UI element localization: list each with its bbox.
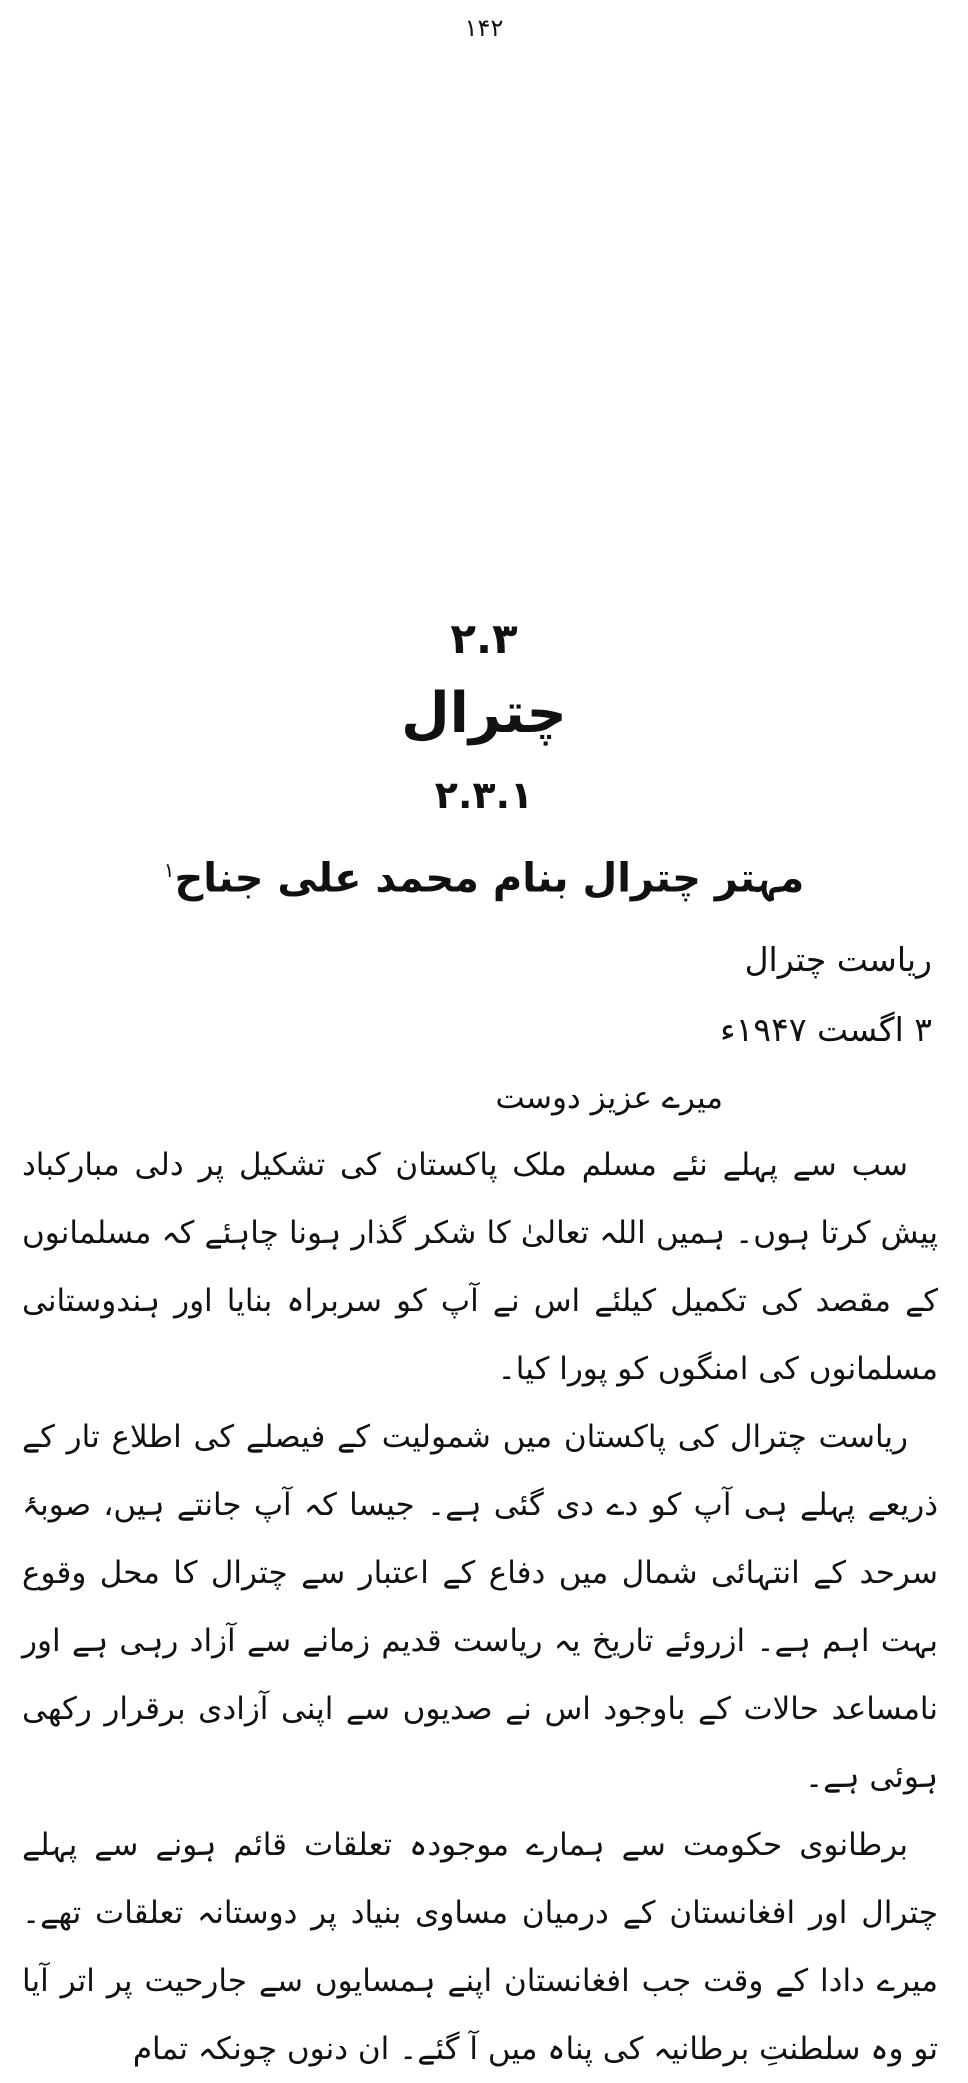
paragraph-3 bbox=[22, 1811, 938, 2083]
subsection-number: ۲.۳.۱ bbox=[434, 773, 534, 817]
section-title: چترال bbox=[401, 681, 567, 746]
section-number: ۲.۳ bbox=[450, 614, 518, 663]
heading-block bbox=[0, 610, 968, 910]
letter-date: ۳ اگست ۱۹۴۷ء bbox=[720, 1010, 932, 1049]
letter-title bbox=[0, 830, 968, 910]
letter-body bbox=[22, 925, 938, 2083]
paragraph-2 bbox=[22, 1403, 938, 1811]
paragraph-text: ریاست چترال کی پاکستان میں شمولیت کے فیصلے کی اطلاع تار کے ذریعے پہلے ہی آپ کو دے دی گئی ہے۔ جیسا کہ آپ جانتے ہیں، صوبۂ سرحد کے انتہائی شمال میں دفاع کے اعتبار سے چترال کا محل وقوع بہت اہم ہے۔ ازروئے تاریخ یہ ریاست قدیم زمانے سے آزاد رہی ہے اور نامساعد حالات کے باوجود اس نے صدیوں سے اپنی آزادی برقرار رکھی ہوئی ہے۔ bbox=[22, 1419, 938, 1795]
page-number: ۱۴۲ bbox=[464, 14, 504, 42]
paragraph-text: سب سے پہلے نئے مسلم ملک پاکستان کی تشکیل پر دلی مبارکباد پیش کرتا ہوں۔ ہمیں اللہ تعالیٰ کا شکر گذار ہونا چاہئے کہ مسلمانوں کے مقصد کی تکمیل کیلئے اس نے آپ کو سربراہ بنایا اور ہندوستانی مسلمانوں کی امنگوں کو پورا کیا۔ bbox=[22, 1147, 938, 1387]
paragraph-1 bbox=[22, 1131, 938, 1403]
footnote-mark: ۱ bbox=[163, 858, 175, 882]
paragraph-text: برطانوی حکومت سے ہمارے موجودہ تعلقات قائم ہونے سے پہلے چترال اور افغانستان کے درمیان مساوی بنیاد پر دوستانہ تعلقات تھے۔ میرے دادا کے وقت جب افغانستان اپنے ہمسایوں سے جارحیت پر اتر آیا تو وہ سلطنتِ برطانیہ کی پناہ میں آ گئے۔ ان دنوں چونکہ تمام bbox=[22, 1827, 938, 2067]
letter-place: ریاست چترال bbox=[744, 940, 932, 979]
letter-salutation: میرے عزیز دوست bbox=[495, 1080, 723, 1116]
letter-title-text: مہتر چترال بنام محمد علی جناح bbox=[174, 855, 805, 902]
